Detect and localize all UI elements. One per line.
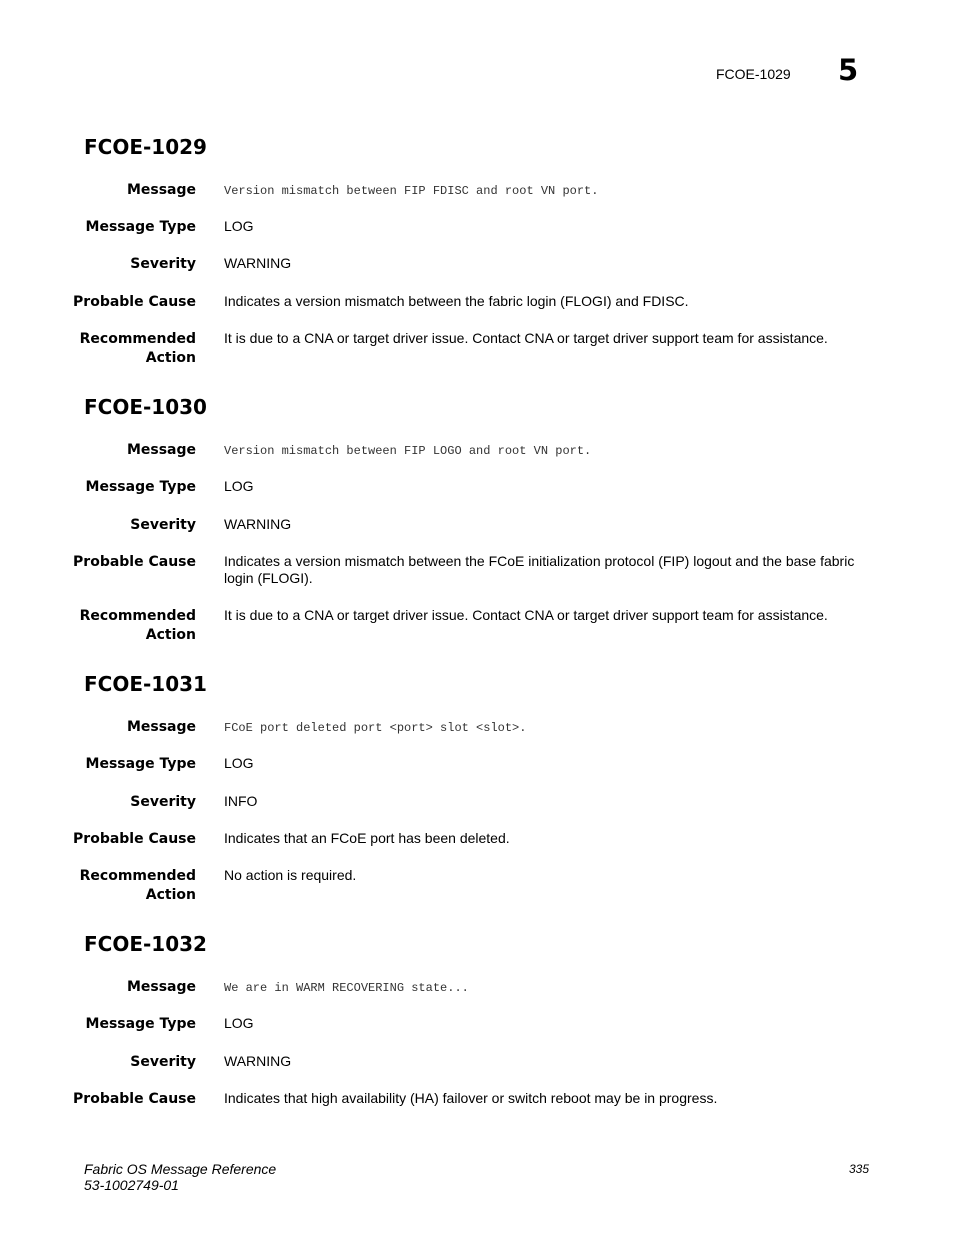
- field-label: [56, 607, 196, 645]
- field-label-line: Recommended: [79, 331, 196, 347]
- field-label: Probable Cause: [73, 831, 196, 847]
- field-label-line: Action: [145, 350, 196, 366]
- field-label: Message: [126, 979, 196, 995]
- field-label: [56, 330, 196, 368]
- field-value: WARNING: [224, 1053, 292, 1069]
- field-label: Message: [126, 442, 196, 458]
- running-header-label: FCOE-1029: [716, 66, 791, 82]
- field-label: Message: [126, 182, 196, 198]
- field-value: LOG: [224, 1015, 254, 1031]
- footer-doc-info: [84, 1161, 276, 1193]
- chapter-number: 5: [838, 53, 859, 87]
- field-label: [56, 867, 196, 905]
- field-label: Message Type: [85, 1016, 196, 1032]
- field-value: LOG: [224, 755, 254, 771]
- field-label-line: Action: [145, 887, 196, 903]
- field-label-line: Recommended: [79, 608, 196, 624]
- field-label: Probable Cause: [73, 554, 196, 570]
- field-label: Message Type: [85, 756, 196, 772]
- field-label: Severity: [130, 794, 196, 810]
- field-value: It is due to a CNA or target driver issue. Contact CNA or target driver support team for assistance.: [224, 330, 828, 346]
- field-label-line: Action: [145, 627, 196, 643]
- field-value: It is due to a CNA or target driver issue. Contact CNA or target driver support team for assistance.: [224, 607, 828, 623]
- footer-doc-number: 53-1002749-01: [84, 1177, 179, 1193]
- section-title: FCOE-1031: [84, 672, 207, 696]
- footer-doc-title: Fabric OS Message Reference: [84, 1161, 277, 1177]
- field-label: Probable Cause: [73, 1091, 196, 1107]
- field-value: Indicates that high availability (HA) failover or switch reboot may be in progress.: [224, 1090, 718, 1106]
- field-value: Indicates that an FCoE port has been deleted.: [224, 830, 510, 846]
- field-label: Severity: [130, 517, 196, 533]
- field-value: We are in WARM RECOVERING state...: [224, 981, 469, 995]
- field-label: Severity: [130, 1054, 196, 1070]
- field-value: WARNING: [224, 255, 292, 271]
- field-label: Message Type: [85, 219, 196, 235]
- field-value: LOG: [224, 218, 254, 234]
- field-value: FCoE port deleted port <port> slot <slot>.: [224, 721, 527, 735]
- field-label: Severity: [130, 256, 196, 272]
- field-value: Indicates a version mismatch between the fabric login (FLOGI) and FDISC.: [224, 293, 689, 309]
- field-value: No action is required.: [224, 867, 357, 883]
- field-value: Version mismatch between FIP FDISC and root VN port.: [224, 184, 599, 198]
- section-title: FCOE-1029: [84, 135, 207, 159]
- field-label: Message: [126, 719, 196, 735]
- field-value: Indicates a version mismatch between the FCoE initialization protocol (FIP) logout and the base fabric login (FLOGI).: [224, 553, 855, 586]
- footer-page-number: 335: [849, 1162, 870, 1176]
- field-value: Version mismatch between FIP LOGO and root VN port.: [224, 444, 592, 458]
- field-label: Probable Cause: [73, 294, 196, 310]
- field-label: Message Type: [85, 479, 196, 495]
- field-value: LOG: [224, 478, 254, 494]
- section-title: FCOE-1032: [84, 932, 207, 956]
- field-value: WARNING: [224, 516, 292, 532]
- field-value: INFO: [224, 793, 258, 809]
- section-title: FCOE-1030: [84, 395, 207, 419]
- field-label-line: Recommended: [79, 868, 196, 884]
